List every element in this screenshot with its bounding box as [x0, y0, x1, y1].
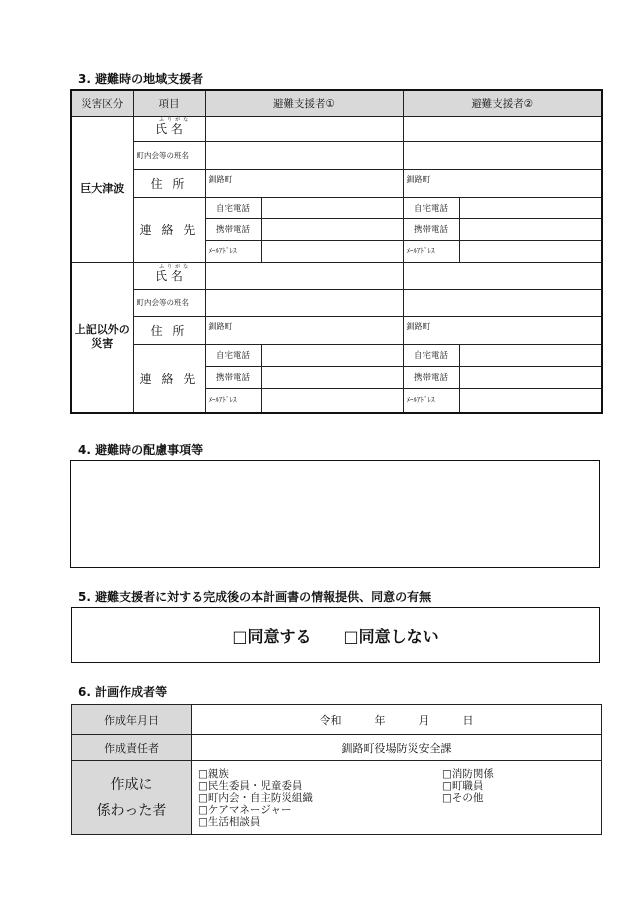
consent-disagree-checkbox[interactable]: □同意しない: [343, 626, 439, 646]
email-label: ﾒｰﾙｱﾄﾞﾚｽ: [205, 240, 261, 262]
mobile-label: 携帯電話: [205, 366, 261, 388]
supporter2-name-field[interactable]: [403, 262, 602, 289]
header-supporter-1: 避難支援者①: [205, 90, 403, 116]
supporter1-mobile-field[interactable]: [261, 366, 403, 388]
supporter2-mobile-field[interactable]: [459, 218, 602, 240]
option-life-counselor[interactable]: □生活相談員: [198, 815, 261, 828]
name-label: ふりがな 氏 名: [133, 116, 205, 141]
area-tsunami: 巨大津波: [71, 116, 133, 262]
name-label: ふりがな 氏 名: [133, 262, 205, 289]
option-other[interactable]: □その他: [442, 791, 484, 804]
option-welfare-commissioner[interactable]: □民生委員・児童委員: [198, 779, 303, 792]
address-label: 住 所: [133, 316, 205, 344]
consent-box: [71, 607, 600, 663]
supporter1-home-phone-field[interactable]: [261, 197, 403, 218]
email-label: ﾒｰﾙｱﾄﾞﾚｽ: [205, 388, 261, 413]
supporter1-email-field[interactable]: [261, 388, 403, 413]
header-item: 項目: [133, 90, 205, 116]
considerations-textarea[interactable]: [70, 460, 600, 568]
header-supporter-2: 避難支援者②: [403, 90, 602, 116]
mobile-label: 携帯電話: [205, 218, 261, 240]
supporter1-group-field[interactable]: [205, 289, 403, 316]
group-label: 町内会等の班名: [133, 289, 205, 316]
mobile-label: 携帯電話: [403, 366, 459, 388]
responsible-label: 作成責任者: [72, 735, 192, 761]
group-label: 町内会等の班名: [133, 141, 205, 169]
supporter1-group-field[interactable]: [205, 141, 403, 169]
supporter2-group-field[interactable]: [403, 289, 602, 316]
supporter2-address-field[interactable]: 釧路町: [403, 316, 602, 344]
supporter2-group-field[interactable]: [403, 141, 602, 169]
section-4-title: 4. 避難時の配慮事項等: [78, 443, 204, 457]
supporter1-mobile-field[interactable]: [261, 218, 403, 240]
supporter2-mobile-field[interactable]: [459, 366, 602, 388]
option-neighborhood-association[interactable]: □町内会・自主防災組織: [198, 791, 313, 804]
contact-label: 連 絡 先: [133, 197, 205, 262]
email-label: ﾒｰﾙｱﾄﾞﾚｽ: [403, 240, 459, 262]
option-relatives[interactable]: □親族: [198, 767, 229, 780]
plan-creator-table: [71, 704, 602, 835]
header-disaster-type: 災害区分: [71, 90, 133, 116]
involved-persons-label: 作成に 係わった者: [72, 761, 192, 835]
supporter2-address-field[interactable]: 釧路町: [403, 169, 602, 197]
supporter2-home-phone-field[interactable]: [459, 197, 602, 218]
home-phone-label: 自宅電話: [205, 344, 261, 366]
area-other-disasters: 上記以外の災害: [71, 262, 133, 413]
creation-date-field[interactable]: 令和 年 月 日: [192, 705, 602, 735]
supporter1-address-field[interactable]: 釧路町: [205, 316, 403, 344]
supporter2-home-phone-field[interactable]: [459, 344, 602, 366]
section-5-title: 5. 避難支援者に対する完成後の本計画書の情報提供、同意の有無: [78, 590, 432, 604]
supporter2-email-field[interactable]: [459, 240, 602, 262]
supporter1-email-field[interactable]: [261, 240, 403, 262]
mobile-label: 携帯電話: [403, 218, 459, 240]
section-3-title: 3. 避難時の地域支援者: [78, 72, 204, 86]
responsible-value: 釧路町役場防災安全課: [192, 735, 602, 761]
supporter2-name-field[interactable]: [403, 116, 602, 141]
involved-persons-options: [192, 761, 602, 835]
section-6-title: 6. 計画作成者等: [78, 685, 168, 699]
address-label: 住 所: [133, 169, 205, 197]
creation-date-label: 作成年月日: [72, 705, 192, 735]
option-town-staff[interactable]: □町職員: [442, 779, 484, 792]
supporter1-name-field[interactable]: [205, 262, 403, 289]
option-care-manager[interactable]: □ケアマネージャー: [198, 803, 292, 816]
supporter1-home-phone-field[interactable]: [261, 344, 403, 366]
email-label: ﾒｰﾙｱﾄﾞﾚｽ: [403, 388, 459, 413]
supporter2-email-field[interactable]: [459, 388, 602, 413]
home-phone-label: 自宅電話: [403, 344, 459, 366]
evacuation-supporters-table: [70, 89, 603, 414]
consent-agree-checkbox[interactable]: □同意する: [232, 626, 312, 646]
supporter1-address-field[interactable]: 釧路町: [205, 169, 403, 197]
home-phone-label: 自宅電話: [403, 197, 459, 218]
contact-label: 連 絡 先: [133, 344, 205, 413]
supporter1-name-field[interactable]: [205, 116, 403, 141]
option-fire-department[interactable]: □消防関係: [442, 767, 494, 780]
home-phone-label: 自宅電話: [205, 197, 261, 218]
